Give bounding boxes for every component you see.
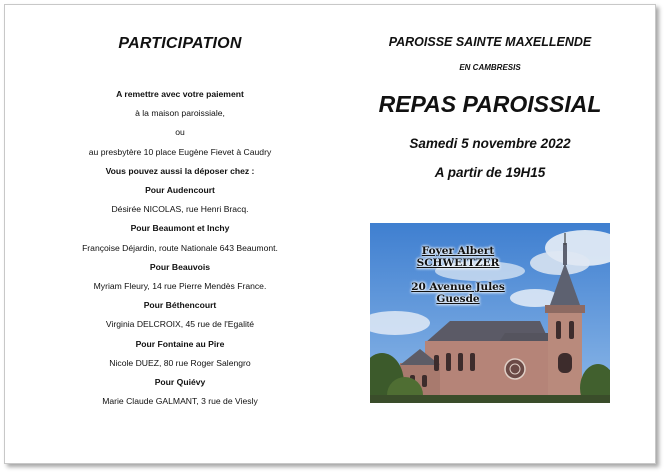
- list-item: Marie Claude GALMANT, 3 rue de Viesly: [102, 396, 258, 407]
- list-item: Myriam Fleury, 14 rue Pierre Mendès France.: [93, 281, 267, 291]
- list-item: Désirée NICOLAS, rue Henri Bracq.: [111, 204, 249, 215]
- list-item: à la maison paroissiale,: [135, 108, 225, 119]
- list-item: au presbytère 10 place Eugène Fievet à Caudry: [88, 146, 272, 157]
- event-date: Samedi 5 novembre 2022: [409, 136, 571, 151]
- list-item: Virginia DELCROIX, 45 rue de l'Egalité: [105, 319, 255, 330]
- list-heading: Pour Beauvois: [149, 261, 211, 272]
- list-heading: Pour Béthencourt: [143, 300, 217, 311]
- church-photo: [370, 223, 610, 403]
- list-heading: Pour Fontaine au Pire: [135, 338, 225, 349]
- participation-heading: PARTICIPATION: [118, 35, 242, 52]
- venue-address-caption: 20 Avenue Jules Guesde: [411, 281, 505, 305]
- list-heading: A remettre avec votre paiement: [116, 89, 244, 99]
- list-heading: Pour Audencourt: [145, 185, 215, 195]
- event-time: A partir de 19H15: [434, 165, 546, 180]
- flyer-page: [4, 4, 656, 464]
- list-heading: Vous pouvez aussi la déposer chez :: [105, 165, 255, 176]
- list-heading: Pour Quiévy: [154, 377, 206, 387]
- venue-name-caption: Foyer Albert SCHWEITZER: [416, 245, 500, 269]
- event-title: REPAS PAROISSIAL: [378, 91, 602, 117]
- list-item: Nicole DUEZ, 80 rue Roger Salengro: [109, 357, 251, 368]
- list-heading: Pour Beaumont et Inchy: [130, 223, 230, 234]
- parish-region: EN CAMBRESIS: [459, 63, 521, 72]
- list-item: ou: [175, 127, 185, 138]
- parish-name: PAROISSE SAINTE MAXELLENDE: [388, 35, 592, 49]
- list-item: Françoise Déjardin, route Nationale 643 Beaumont.: [82, 242, 278, 253]
